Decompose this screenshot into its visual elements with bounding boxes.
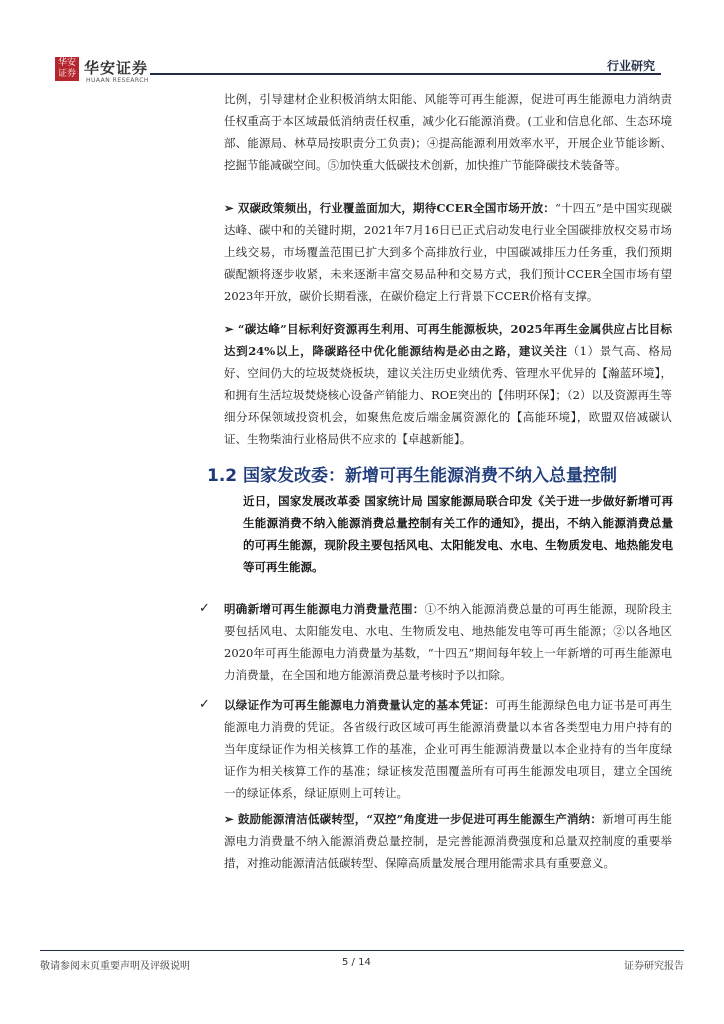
footer-divider (40, 950, 684, 951)
company-logo-icon: 华安证券 (55, 57, 79, 81)
paragraph-dual-control-text: 新增可再生能源电力消费量不纳入能源消费总量控制，是完善能源消费强度和总量双控制度的重要举措，对推动能源清洁低碳转型、保障高质量发展合理用能需求具有重要意义。 (224, 812, 672, 870)
bullet-item-2-lead: 以绿证作为可再生能源电力消费量认定的基本凭证： (224, 698, 496, 712)
bullet-item-1 (224, 598, 672, 686)
company-logo-subtitle: HUAAN RESEARCH (86, 77, 149, 84)
report-type-label: 行业研究 (606, 59, 655, 73)
bullet-item-2-text: 可再生能源绿色电力证书是可再生能源电力消费的凭证。各省级行政区域可再生能源消费量以本省各类型电力用户持有的当年度绿证作为相关核算工作的基准，企业可再生能源消费量以本企业持有的当年度绿证作为相关核算工作的基准；绿证核发范围覆盖所有可再生能源发电项目，建立全国统一的绿证体系，绿证原则上可转让。 (224, 698, 673, 800)
paragraph-ccer-lead: ➢ 双碳政策频出，行业覆盖面加大，期待CCER全国市场开放： (224, 201, 555, 215)
paragraph-carbon-peak-text: （1）景气高、格局好、空间仍大的垃圾焚烧板块，建议关注历史业绩优秀、管理水平优异的【瀚蓝环境】，和拥有生活垃圾焚烧核心设备产销能力、ROE突出的【伟明环保】；（2）以及资源再生等细分环保领域投资机会，如聚焦危废后端金属资源化的【高能环境】，欧盟双倍减碳认证、生物柴油行业格局供不应求的【卓越新能】。 (224, 344, 672, 446)
paragraph-ccer-text: “十四五”是中国实现碳达峰、碳中和的关键时期，2021年7月16日已正式启动发电行业全国碳排放权交易市场上线交易，市场覆盖范围已扩大到多个高排放行业，中国碳减排压力任务重，我们预期碳配额将逐步收紧，未来逐渐丰富交易品种和交易方式，我们预计CCER全国市场有望2023年开放，碳价长期看涨，在碳价稳定上行背景下CCER价格有支撑。 (224, 201, 672, 303)
paragraph-carbon-peak (224, 318, 672, 450)
section-lead-paragraph: 近日，国家发展改革委 国家统计局 国家能源局联合印发《关于进一步做好新增可再生能源消费不纳入能源消费总量控制有关工作的通知》，提出，不纳入能源消费总量的可再生能源，现阶段主要包括风电、太阳能发电、水电、生物质发电、地热能发电等可再生能源。 (243, 494, 673, 574)
footer-disclaimer: 敬请参阅末页重要声明及评级说明 (40, 961, 190, 972)
bullet-item-1-lead: 明确新增可再生能源电力消费量范围： (224, 602, 425, 616)
paragraph-ccer (224, 197, 672, 307)
bullet-item-1-text: ①不纳入能源消费总量的可再生能源，现阶段主要包括风电、太阳能发电、水电、生物质发电、地热能发电等可再生能源；②以各地区2020年可再生能源电力消费量为基数，“十四五”期间每年较上一年新增的可再生能源电力消费量，在全国和地方能源消费总量考核时予以扣除。 (224, 602, 673, 682)
check-icon: ✓ (199, 601, 210, 616)
section-title: 1.2 国家发改委：新增可再生能源消费不纳入总量控制 (207, 466, 618, 486)
check-icon: ✓ (199, 697, 210, 712)
paragraph-dual-control (224, 808, 672, 874)
header-divider (150, 73, 661, 75)
company-logo-text: 华安证券 (84, 59, 149, 77)
paragraph-carbon-peak-lead: ➢ “碳达峰”目标利好资源再生利用、可再生能源板块，2025年再生金属供应占比目标达到24%以上，降碳路径中优化能源结构是必由之路，建议关注 (224, 322, 672, 358)
bullet-item-2 (224, 694, 672, 804)
paragraph-dual-control-lead: ➢ 鼓励能源清洁低碳转型，“双控”角度进一步促进可再生能源生产消纳： (224, 812, 603, 826)
page-number: 5 / 14 (342, 957, 371, 968)
paragraph-1: 比例，引导建材企业积极消纳太阳能、风能等可再生能源，促进可再生能源电力消纳责任权重高于本区域最低消纳责任权重，减少化石能源消费。(工业和信息化部、生态环境部、能源局、林草局按职责分工负责)；④提高能源利用效率水平，开展企业节能诊断、挖掘节能减碳空间。⑤加快重大低碳技术创新，加快推广节能降碳技术装备等。 (224, 92, 672, 172)
footer-report-label: 证券研究报告 (624, 961, 684, 972)
